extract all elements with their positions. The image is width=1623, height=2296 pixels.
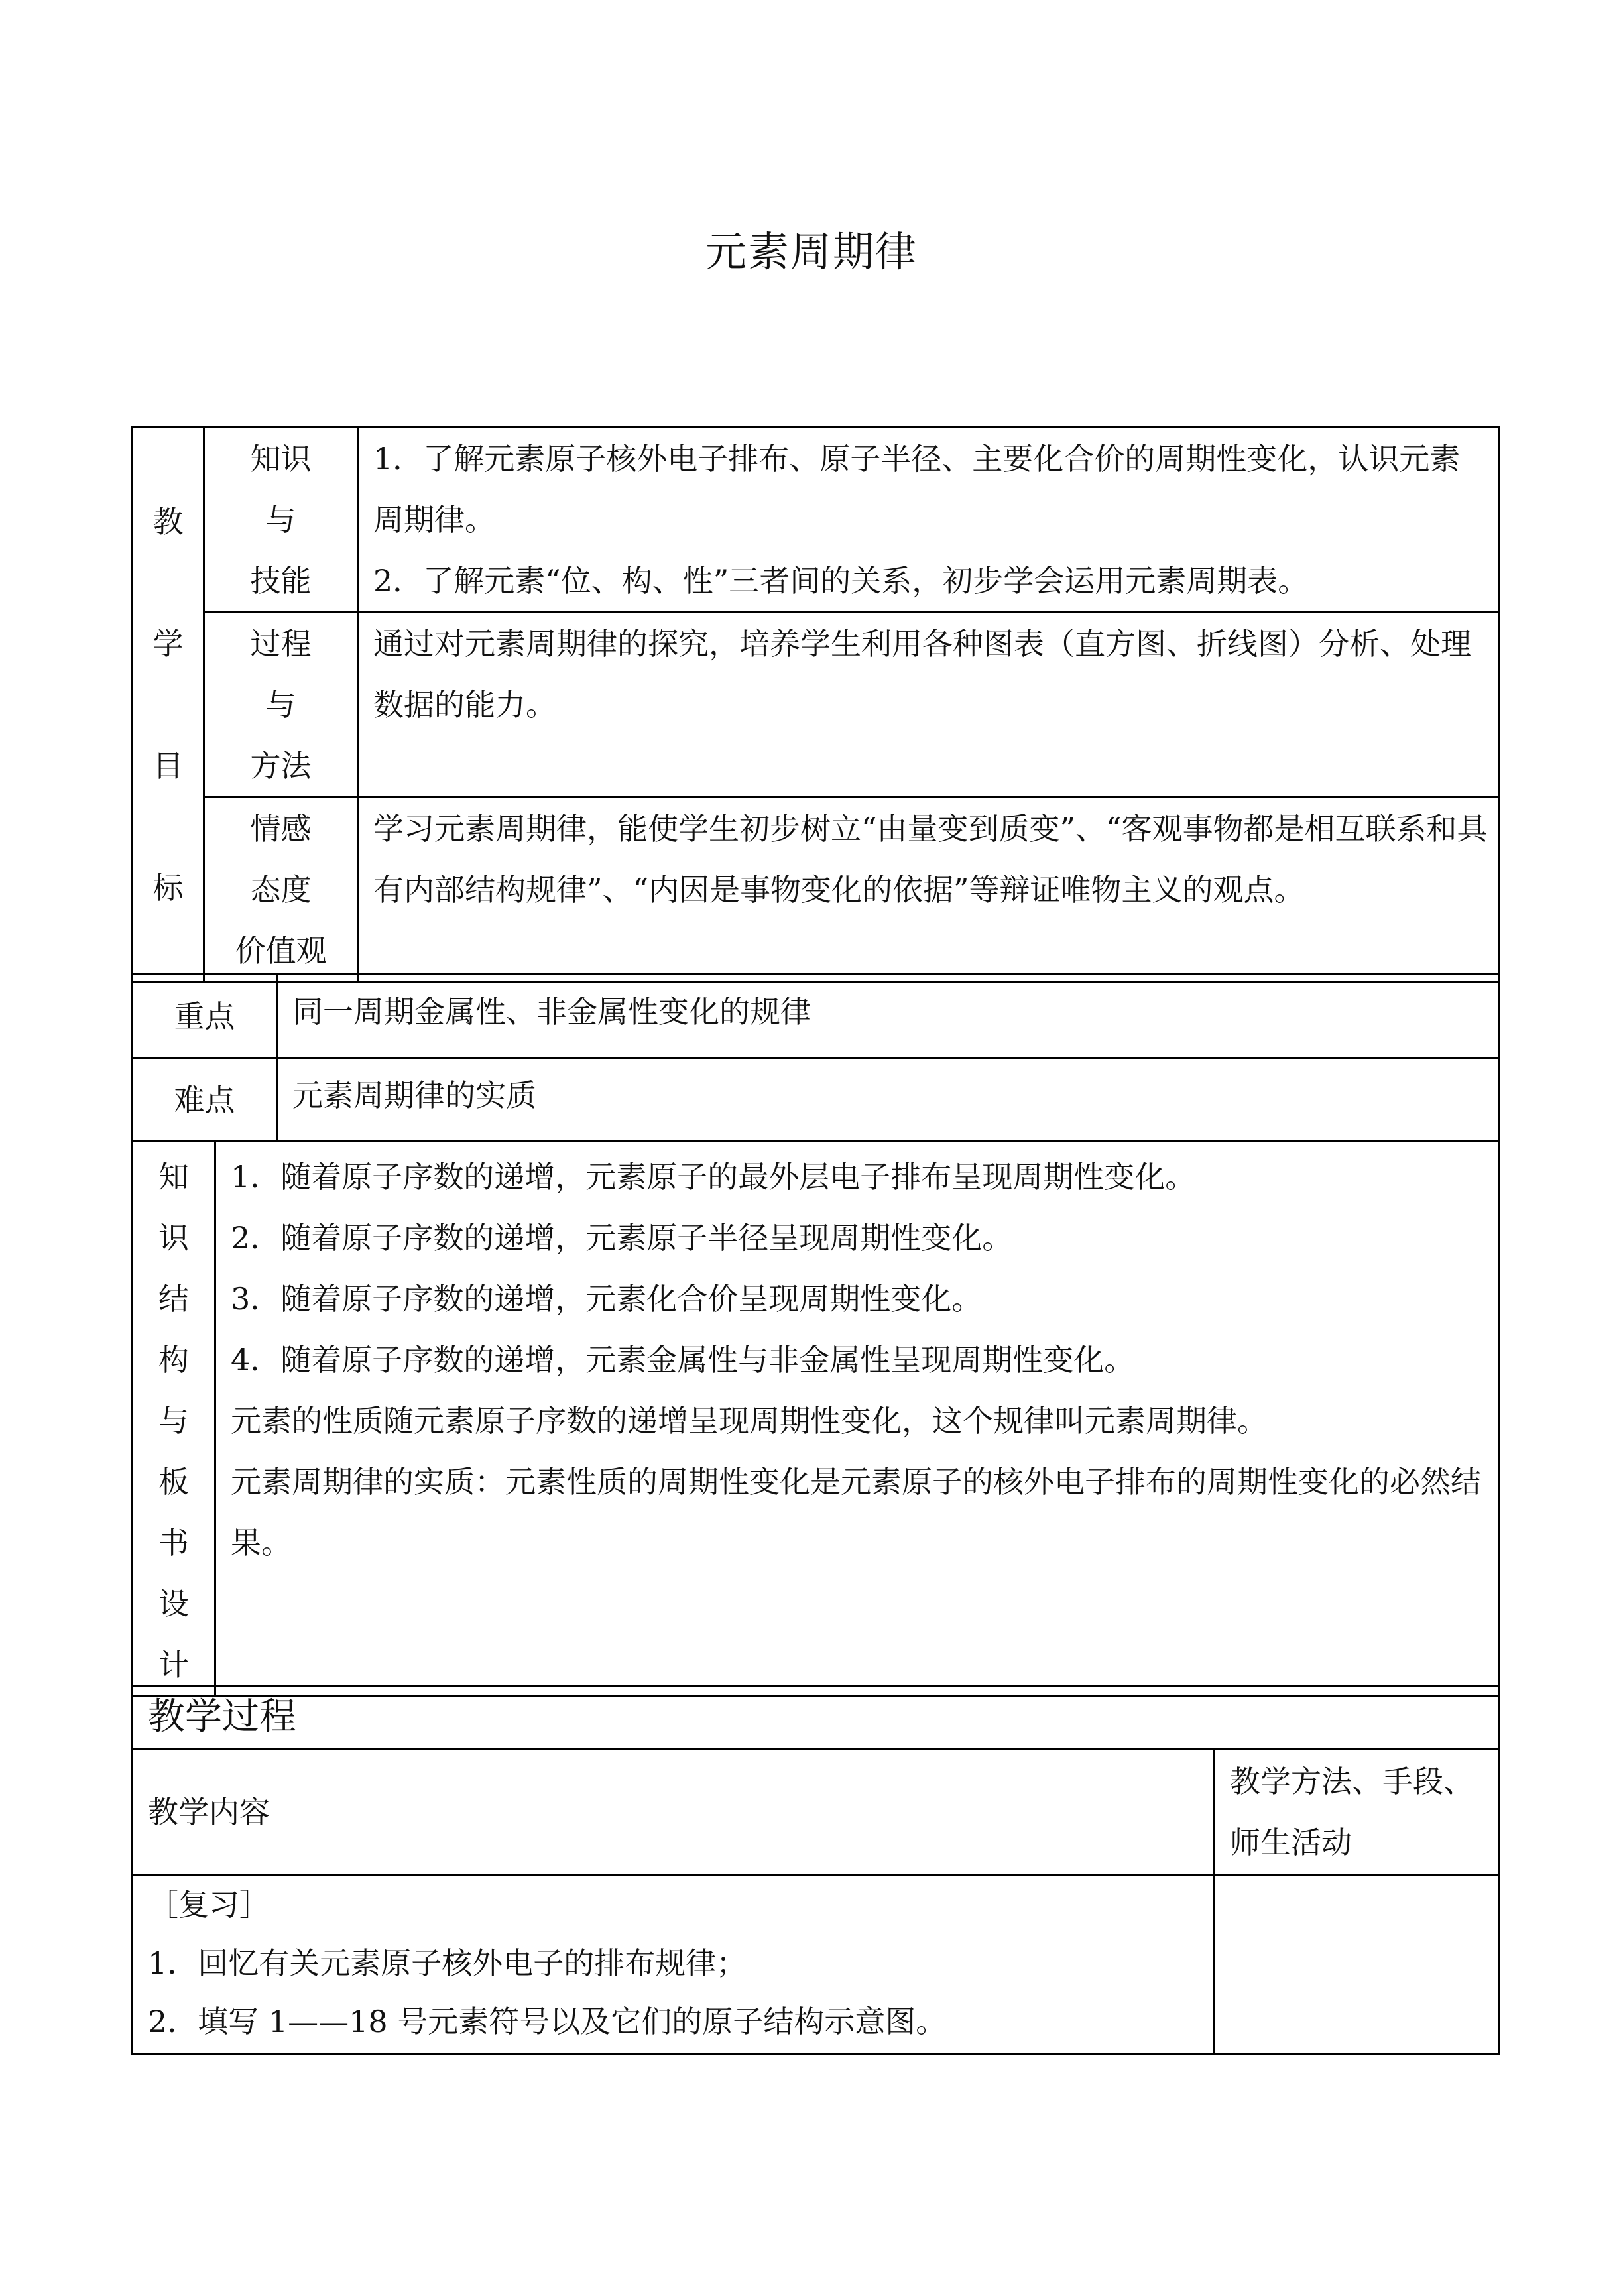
key-point-label: 重点	[133, 975, 277, 1058]
sub-line: 态度	[250, 872, 312, 908]
objective-line: 1．了解元素原子核外电子排布、原子半径、主要化合价的周期性变化，认识元素周期律。	[373, 441, 1461, 538]
board-line: 元素周期律的实质：元素性质的周期性变化是元素原子的核外电子排布的周期性变化的必然结果。	[231, 1464, 1481, 1561]
sub-line: 过程	[250, 626, 312, 662]
board-line: 元素的性质随元素原子序数的递增呈现周期性变化，这个规律叫元素周期律。	[231, 1403, 1268, 1439]
objective-type-emotion	[204, 798, 358, 983]
key-point-text: 同一周期金属性、非金属性变化的规律	[277, 975, 1500, 1058]
objective-line: 2．了解元素“位、构、性”三者间的关系，初步学会运用元素周期表。	[373, 563, 1309, 599]
label-char: 计	[158, 1647, 189, 1683]
objectives-label	[133, 428, 204, 983]
sub-line: 知识	[250, 441, 312, 477]
objectives-table	[131, 426, 1500, 983]
review-line: 2．填写 1——18 号元素符号以及它们的原子结构示意图。	[148, 2004, 947, 2039]
label-char: 标	[152, 870, 184, 906]
label-char: 识	[158, 1220, 189, 1256]
label-char: 板	[158, 1464, 189, 1500]
sub-line: 与	[265, 687, 296, 723]
label-char: 书	[158, 1525, 189, 1561]
review-line: ［复习］	[148, 1887, 270, 1923]
method-cell-empty	[1215, 1875, 1500, 2054]
label-char: 与	[158, 1403, 189, 1439]
board-line: 3．随着原子序数的递增，元素化合价呈现周期性变化。	[231, 1281, 983, 1317]
process-heading: 教学过程	[133, 1687, 1500, 1749]
objective-text-knowledge	[358, 428, 1500, 613]
board-line: 1．随着原子序数的递增，元素原子的最外层电子排布呈现周期性变化。	[231, 1159, 1196, 1195]
label-char: 结	[158, 1281, 189, 1317]
label-char: 知	[158, 1159, 189, 1195]
review-content	[133, 1875, 1215, 2054]
sub-line: 技能	[250, 563, 312, 599]
label-char: 设	[158, 1586, 189, 1622]
objective-line: 通过对元素周期律的探究，培养学生利用各种图表（直方图、折线图）分析、处理数据的能力。	[373, 626, 1471, 723]
sub-line: 方法	[250, 748, 312, 784]
process-table	[131, 1685, 1500, 2055]
label-char: 学	[152, 626, 184, 662]
sub-line: 情感	[250, 811, 312, 847]
sub-line: 价值观	[235, 933, 327, 969]
label-char: 目	[152, 748, 184, 784]
page-title: 元素周期律	[705, 227, 918, 276]
objective-type-knowledge	[204, 428, 358, 613]
method-column-header: 教学方法、手段、师生活动	[1215, 1749, 1500, 1875]
board-design-table	[131, 1140, 1500, 1697]
sub-line: 与	[265, 502, 296, 538]
difficult-point-label: 难点	[133, 1058, 277, 1142]
objective-line: 学习元素周期律，能使学生初步树立“由量变到质变”、“客观事物都是相互联系和具有内部结构规律”、“内因是事物变化的依据”等辩证唯物主义的观点。	[373, 811, 1488, 908]
board-design-label	[133, 1142, 215, 1697]
objective-text-emotion	[358, 798, 1500, 983]
points-table	[131, 973, 1500, 1142]
label-char: 构	[158, 1342, 189, 1378]
content-column-header: 教学内容	[133, 1749, 1215, 1875]
board-line: 2．随着原子序数的递增，元素原子半径呈现周期性变化。	[231, 1220, 1013, 1256]
difficult-point-text: 元素周期律的实质	[277, 1058, 1500, 1142]
review-line: 1．回忆有关元素原子核外电子的排布规律；	[148, 1945, 747, 1981]
objective-type-process	[204, 613, 358, 798]
label-char: 教	[152, 504, 184, 540]
board-design-content	[215, 1142, 1500, 1697]
board-line: 4．随着原子序数的递增，元素金属性与非金属性呈现周期性变化。	[231, 1342, 1135, 1378]
objective-text-process	[358, 613, 1500, 798]
